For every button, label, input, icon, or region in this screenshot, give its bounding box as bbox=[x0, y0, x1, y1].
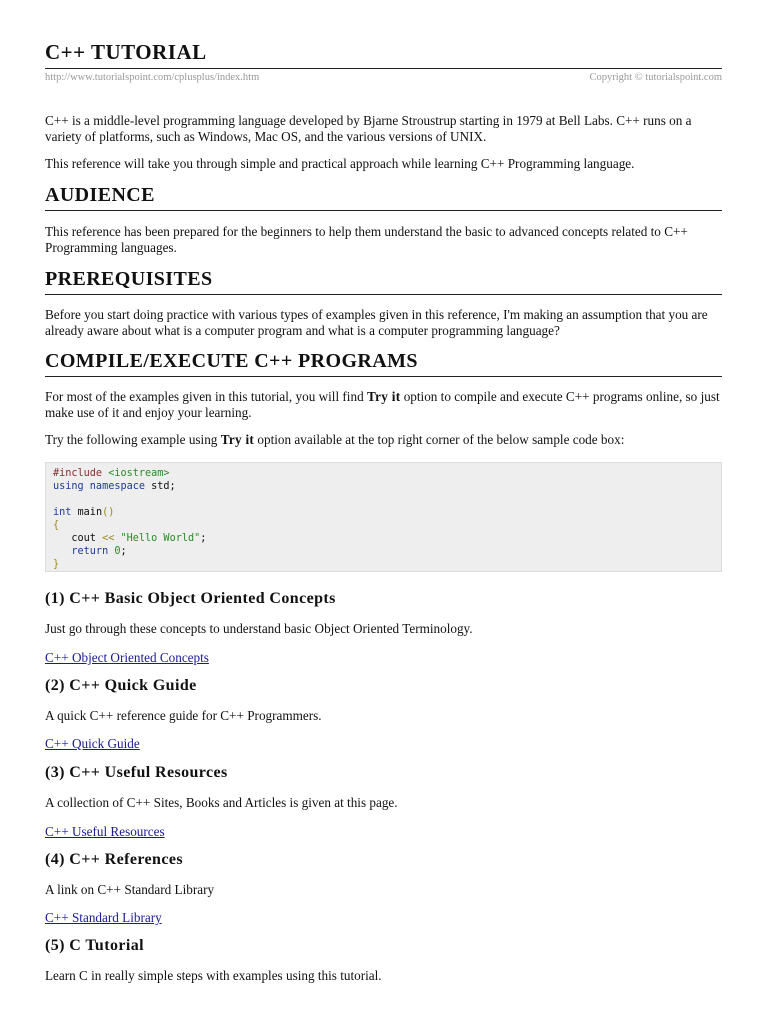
link-cpp-object-oriented-concepts[interactable]: C++ Object Oriented Concepts bbox=[45, 650, 209, 665]
compile-text-1-end: option to compile and execute C++ programs online, so just make use of it and enjoy your learning. bbox=[45, 389, 720, 420]
code-keyword: int bbox=[53, 507, 72, 518]
code-line-1 bbox=[53, 467, 714, 480]
code-line-4 bbox=[53, 506, 714, 519]
resource-text-useful-resources: A collection of C++ Sites, Books and Articles is given at this page. bbox=[45, 795, 398, 810]
code-include-header: <iostream> bbox=[108, 468, 170, 479]
code-line-6 bbox=[53, 532, 714, 545]
link-cpp-standard-library[interactable]: C++ Standard Library bbox=[45, 910, 162, 925]
code-number: 0 bbox=[114, 546, 121, 557]
copyright-notice: Copyright © tutorialspoint.com bbox=[589, 72, 722, 83]
code-punctuation: () bbox=[102, 507, 115, 518]
code-brace: { bbox=[53, 520, 60, 531]
compile-heading: COMPILE/EXECUTE C++ PROGRAMS bbox=[45, 349, 722, 377]
intro-text-2: This reference will take you through simple and practical approach while learning C++ Programming language. bbox=[45, 156, 635, 171]
resource-text-oop: Just go through these concepts to understand basic Object Oriented Terminology. bbox=[45, 621, 473, 636]
code-line-8 bbox=[53, 558, 714, 571]
compile-text-2 bbox=[45, 432, 722, 448]
code-brace: } bbox=[53, 559, 60, 570]
compile-text-1 bbox=[45, 389, 722, 421]
resource-heading-references: (4) C++ References bbox=[45, 851, 183, 868]
resource-heading-c-tutorial: (5) C Tutorial bbox=[45, 937, 144, 954]
compile-text-2-end: option available at the top right corner of the below sample code box: bbox=[254, 432, 625, 447]
code-text: cout bbox=[53, 533, 103, 544]
title-divider bbox=[45, 68, 722, 69]
audience-text: This reference has been prepared for the beginners to help them understand the basic to advanced concepts related to C++ Programming languages. bbox=[45, 224, 688, 255]
resource-text-references: A link on C++ Standard Library bbox=[45, 882, 215, 897]
audience-paragraph bbox=[45, 224, 722, 256]
code-line-2 bbox=[53, 480, 714, 493]
code-operator: << bbox=[102, 533, 115, 544]
resource-description-references bbox=[45, 882, 722, 898]
resource-heading-quick-guide: (2) C++ Quick Guide bbox=[45, 677, 197, 694]
prerequisites-heading: PREREQUISITES bbox=[45, 267, 722, 295]
code-line-7 bbox=[53, 545, 714, 558]
resource-description-c-tutorial bbox=[45, 968, 722, 984]
code-line-3 bbox=[53, 493, 714, 506]
prerequisites-paragraph bbox=[45, 307, 722, 339]
intro-paragraph-1 bbox=[45, 113, 722, 145]
resource-heading-oop: (1) C++ Basic Object Oriented Concepts bbox=[45, 590, 336, 607]
code-string: "Hello World" bbox=[120, 533, 201, 544]
code-text: main bbox=[71, 507, 103, 518]
resource-heading-useful-resources: (3) C++ Useful Resources bbox=[45, 764, 228, 781]
prerequisites-text: Before you start doing practice with various types of examples given in this reference, I'm making an assumption that you are already aware about what is a computer program and what is a computer programming language? bbox=[45, 307, 708, 338]
resource-text-c-tutorial: Learn C in really simple steps with examples using this tutorial. bbox=[45, 968, 382, 983]
code-sample-box[interactable] bbox=[45, 462, 722, 572]
compile-text-1-start: For most of the examples given in this tutorial, you will find bbox=[45, 389, 367, 404]
resource-link-row-quick-guide bbox=[45, 735, 722, 753]
link-cpp-useful-resources[interactable]: C++ Useful Resources bbox=[45, 824, 165, 839]
compile-text-2-start: Try the following example using bbox=[45, 432, 221, 447]
resource-description-quick-guide bbox=[45, 708, 722, 724]
code-text: std; bbox=[145, 481, 176, 492]
page-title: C++ TUTORIAL bbox=[45, 40, 207, 64]
compile-paragraph-2 bbox=[45, 432, 722, 448]
code-keyword: using namespace bbox=[53, 481, 146, 492]
code-keyword: return bbox=[53, 546, 109, 557]
resource-link-row-oop bbox=[45, 649, 722, 667]
audience-heading: AUDIENCE bbox=[45, 183, 722, 211]
try-it-label: Try it bbox=[220, 432, 255, 447]
resource-description-useful-resources bbox=[45, 795, 722, 811]
code-preprocessor: #include bbox=[53, 468, 109, 479]
resource-text-quick-guide: A quick C++ reference guide for C++ Programmers. bbox=[45, 708, 322, 723]
compile-paragraph-1 bbox=[45, 389, 722, 421]
code-text: ; bbox=[200, 533, 207, 544]
try-it-label: Try it bbox=[366, 389, 401, 404]
code-text: ; bbox=[120, 546, 127, 557]
resource-link-row-references bbox=[45, 909, 722, 927]
code-line-5 bbox=[53, 519, 714, 532]
link-cpp-quick-guide[interactable]: C++ Quick Guide bbox=[45, 736, 140, 751]
intro-text-1: C++ is a middle-level programming language developed by Bjarne Stroustrup starting in 1979 at Bell Labs. C++ runs on a variety of platforms, such as Windows, Mac OS, and the various versions of UNIX. bbox=[45, 113, 692, 144]
resource-link-row-useful-resources bbox=[45, 823, 722, 841]
resource-description-oop bbox=[45, 621, 722, 637]
source-url: http://www.tutorialspoint.com/cplusplus/index.htm bbox=[45, 72, 260, 83]
intro-paragraph-2 bbox=[45, 156, 722, 172]
